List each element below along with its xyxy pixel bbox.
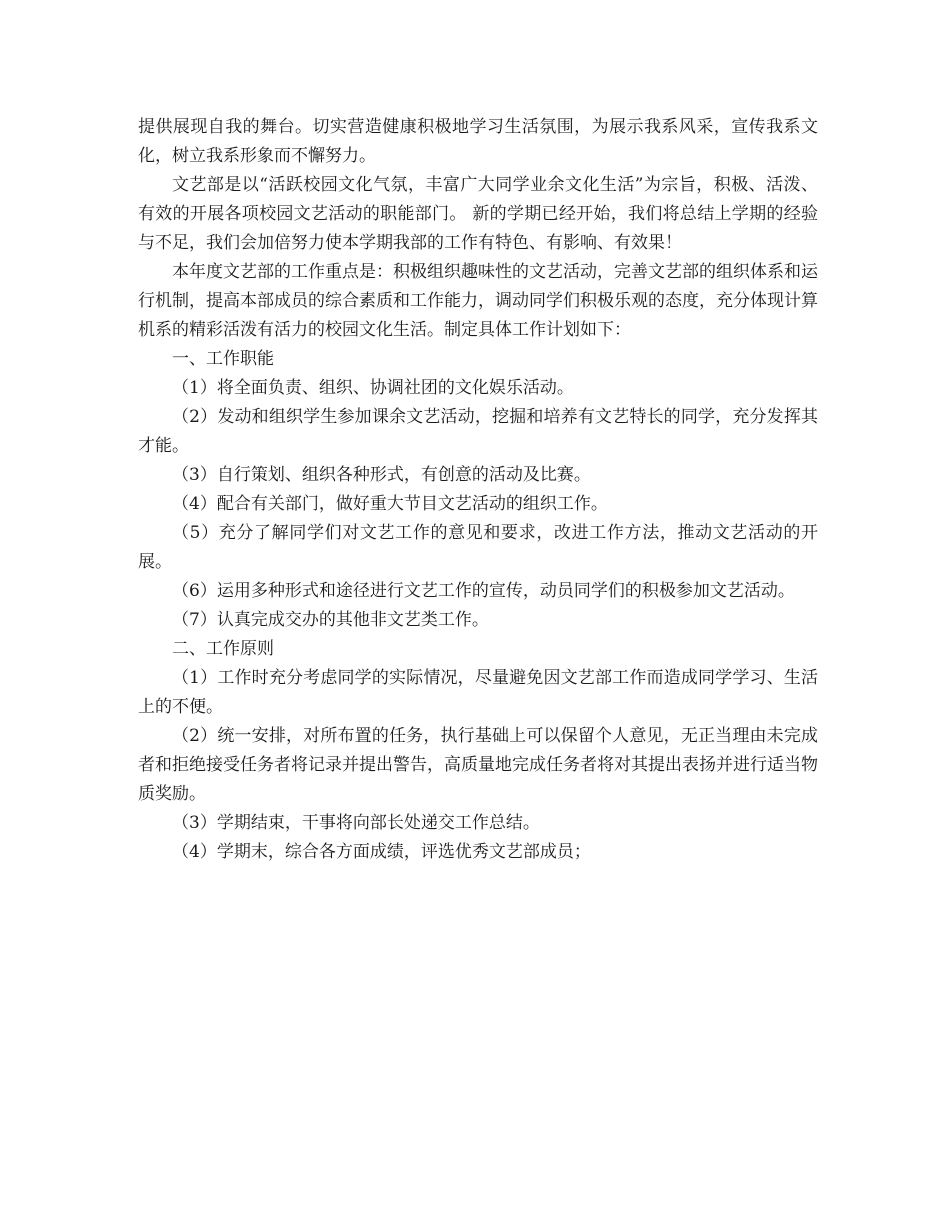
list-item: （4）学期末，综合各方面成绩，评选优秀文艺部成员； — [172, 842, 591, 862]
list-item: （7）认真完成交办的其他非文艺类工作。 — [172, 610, 489, 630]
list-item: （2）统一安排，对所布置的任务，执行基础上可以保留个人意见，无正当理由未完成者和拒绝接受任务者将记录并提出警告，高质量地完成任务者将对其提出表扬并进行适当物质奖励。 — [138, 726, 818, 804]
paragraph-focus: 本年度文艺部的工作重点是：积极组织趣味性的文艺活动，完善文艺部的组织体系和运行机制，提高本部成员的综合素质和工作能力，调动同学们积极乐观的态度，充分体现计算机系的精彩活泼有活力的校园文化生活。制定具体工作计划如下： — [138, 262, 818, 340]
list-item: （3）学期结束，干事将向部长处递交工作总结。 — [172, 813, 540, 833]
section-heading-duties: 一、工作职能 — [172, 349, 274, 369]
list-item: （5）充分了解同学们对文艺工作的意见和要求，改进工作方法，推动文艺活动的开展。 — [138, 523, 818, 572]
section-heading-principles: 二、工作原则 — [172, 639, 274, 659]
document-page — [138, 113, 818, 867]
list-item: （4）配合有关部门，做好重大节目文艺活动的组织工作。 — [172, 494, 608, 514]
list-item: （2）发动和组织学生参加课余文艺活动，挖掘和培养有文艺特长的同学，充分发挥其才能。 — [138, 407, 818, 456]
list-item: （3）自行策划、组织各种形式，有创意的活动及比赛。 — [172, 465, 591, 485]
paragraph-continuation: 提供展现自我的舞台。切实营造健康积极地学习生活氛围，为展示我系风采，宣传我系文化，树立我系形象而不懈努力。 — [138, 117, 818, 166]
list-item: （1）工作时充分考虑同学的实际情况，尽量避免因文艺部工作而造成同学学习、生活上的不便。 — [138, 668, 818, 717]
paragraph-purpose: 文艺部是以“活跃校园文化气氛，丰富广大同学业余文化生活”为宗旨，积极、活泼、有效的开展各项校园文艺活动的职能部门。 新的学期已经开始，我们将总结上学期的经验与不足，我们会加倍努力使本学期我部的工作有特色、有影响、有效果！ — [138, 175, 818, 253]
list-item: （6）运用多种形式和途径进行文艺工作的宣传，动员同学们的积极参加文艺活动。 — [172, 581, 795, 601]
list-item: （1）将全面负责、组织、协调社团的文化娱乐活动。 — [172, 378, 574, 398]
